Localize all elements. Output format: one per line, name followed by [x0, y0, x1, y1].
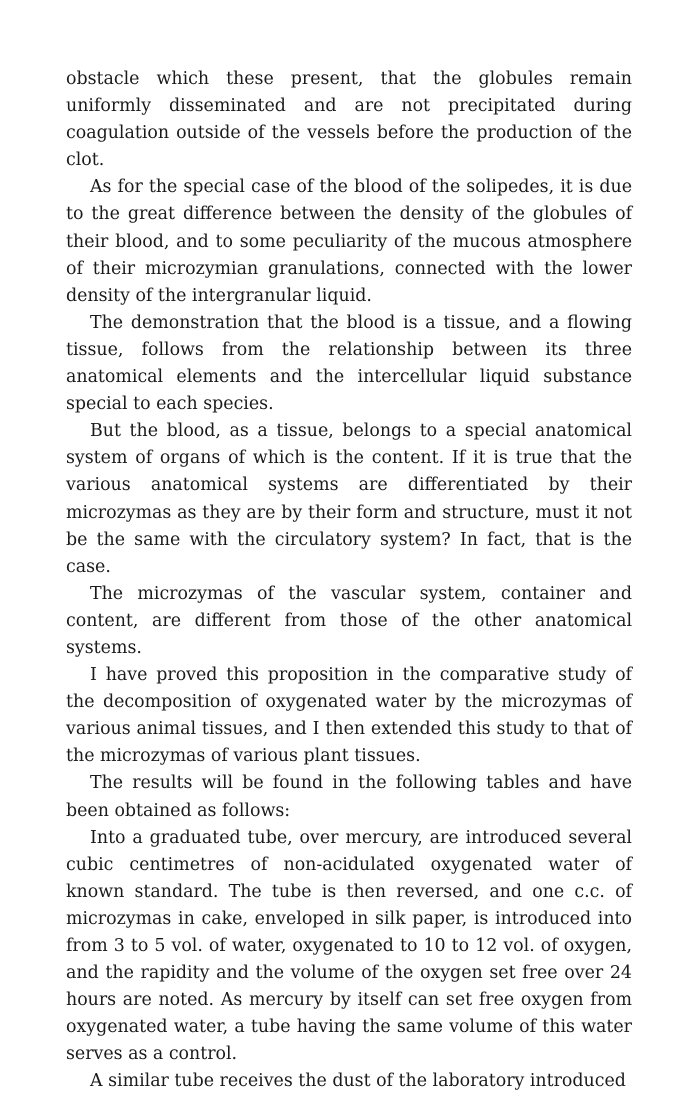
paragraph-1: obstacle which these present, that the globules remain uniformly disseminated and are not precipitated during coagulation outside of the vessels before the production of the clot.	[66, 69, 632, 171]
page-text	[66, 66, 632, 1096]
paragraph-3: The demonstration that the blood is a tissue, and a flowing tissue, follows from the relationship between its three anatomical elements and the intercellular liquid substance special to each species.	[66, 312, 632, 415]
paragraph-7: The results will be found in the following tables and have been obtained as follows:	[66, 773, 632, 821]
paragraph-8: Into a graduated tube, over mercury, are introduced several cubic centimetres of non-acidulated oxygenated water of known standard. The tube is then reversed, and one c.c. of microzymas in cake, enveloped in silk paper, is introduced into from 3 to 5 vol. of water, oxygenated to 10 to 12 vol. of oxygen, and the rapidity and the volume of the oxygen set free over 24 hours are noted. As mercury by itself can set free oxygen from oxygenated water, a tube having the same volume of this water serves as a control.	[66, 827, 632, 1065]
paragraph-9: A similar tube receives the dust of the laboratory introduced	[90, 1071, 626, 1092]
paragraph-5: The microzymas of the vascular system, container and content, are different from those of the other anatomical systems.	[66, 583, 632, 658]
paragraph-4: But the blood, as a tissue, belongs to a special anatomical system of organs of which is the content. If it is true that the various anatomical systems are differentiated by their microzymas as they are by their form and structure, must it not be the same with the circulatory system? In fact, that is the case.	[66, 421, 632, 577]
paragraph-6: I have proved this proposition in the comparative study of the decomposition of oxygenated water by the microzymas of various animal tissues, and I then extended this study to that of the microzymas of various plant tissues.	[66, 665, 632, 767]
paragraph-2: As for the special case of the blood of the solipedes, it is due to the great difference between the density of the globules of their blood, and to some peculiarity of the mucous atmosphere of their microzymian granulations, connected with the lower density of the intergranular liquid.	[66, 177, 632, 306]
